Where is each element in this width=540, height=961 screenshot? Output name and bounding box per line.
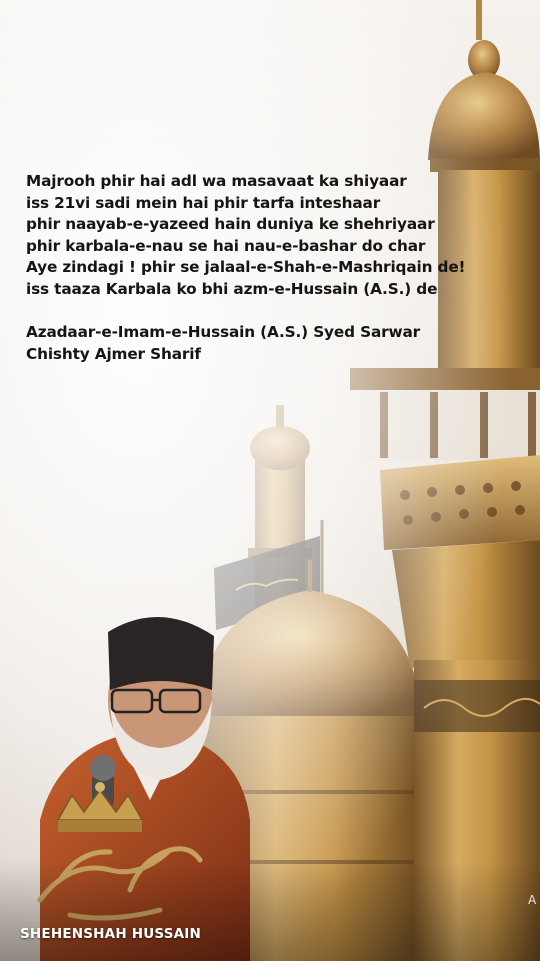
poem-line: Aye zindagi ! phir se jalaal-e-Shah-e-Mashriqain de!	[26, 258, 466, 277]
poem-text-block	[26, 171, 496, 365]
stanza-gap	[26, 301, 496, 323]
poem-line: phir karbala-e-nau se hai nau-e-bashar do char	[26, 236, 426, 255]
poem-line: phir naayab-e-yazeed hain duniya ke shehriyaar	[26, 215, 435, 234]
signature-line: Chishty Ajmer Sharif	[26, 344, 201, 363]
poem-line: iss taaza Karbala ko bhi azm-e-Hussain (A.S.) de	[26, 279, 438, 298]
poem-line: Majrooh phir hai adl wa masavaat ka shiyaar	[26, 172, 407, 190]
signature-line: Azadaar-e-Imam-e-Hussain (A.S.) Syed Sarwar	[26, 323, 421, 342]
corner-watermark: A	[528, 893, 537, 907]
brand-name: SHEHENSHAH HUSSAIN	[20, 926, 201, 942]
poem-line: iss 21vi sadi mein hai phir tarfa inteshaar	[26, 193, 381, 212]
